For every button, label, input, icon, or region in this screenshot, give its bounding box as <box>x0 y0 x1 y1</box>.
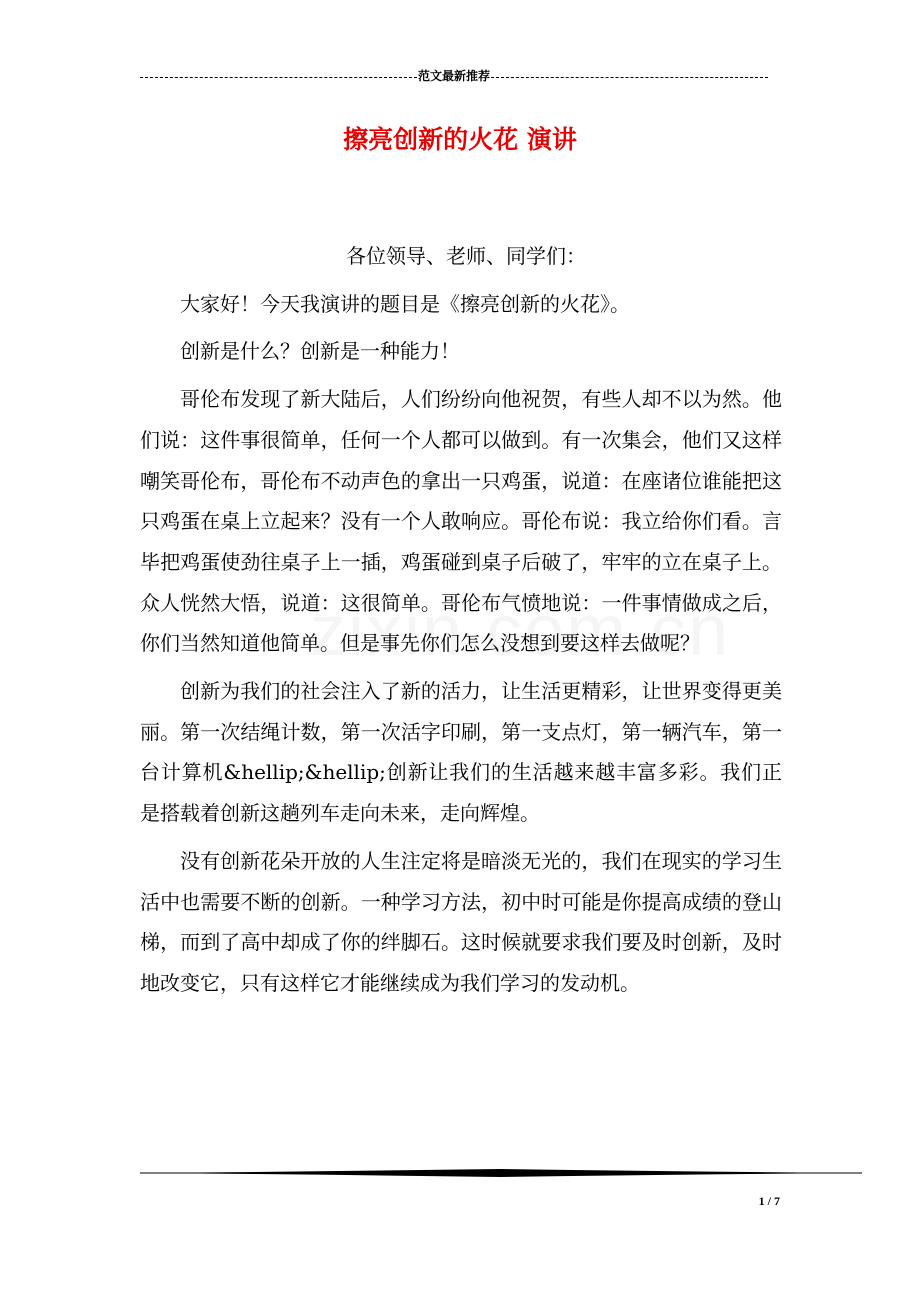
header-label: 范文最新推荐 <box>418 69 491 83</box>
greeting-paragraph: 大家好！今天我演讲的题目是《擦亮创新的火花》。 <box>180 291 630 316</box>
question-paragraph: 创新是什么？创新是一种能力！ <box>180 339 460 364</box>
page-number: 1 / 7 <box>758 1194 780 1208</box>
header-right-dashes <box>491 77 768 78</box>
page-header <box>140 68 768 84</box>
header-left-dashes <box>140 77 417 78</box>
document-title: 擦亮创新的火花 演讲 <box>343 125 577 154</box>
salutation-paragraph: 各位领导、老师、同学们： <box>346 244 586 268</box>
document-body <box>140 236 782 1011</box>
innovation-society-paragraph: 创新为我们的社会注入了新的活力，让生活更精彩，让世界变得更美丽。第一次结绳计数，第一次活字印刷，第一支点灯，第一辆汽车，第一台计算机&hellip;&hellip;创新让我们的生活越来越丰富多彩。我们正是搭载着创新这趟列车走向未来，走向辉煌。 <box>140 679 782 826</box>
footer-rule <box>140 1166 862 1180</box>
columbus-story-paragraph: 哥伦布发现了新大陆后，人们纷纷向他祝贺，有些人却不以为然。他们说：这件事很简单，任何一个人都可以做到。有一次集会，他们又这样嘲笑哥伦布，哥伦布不动声色的拿出一只鸡蛋，说道：在座诸位谁能把这只鸡蛋在桌上立起来？没有一个人敢响应。哥伦布说：我立给你们看。言毕把鸡蛋使劲往桌子上一插，鸡蛋碰到桌子后破了，牢牢的立在桌子上。众人恍然大悟，说道：这很简单。哥伦布气愤地说：一件事情做成之后，你们当然知道他简单。但是事先你们怎么没想到要这样去做呢？ <box>140 387 782 656</box>
innovation-study-paragraph: 没有创新花朵开放的人生注定将是暗淡无光的，我们在现实的学习生活中也需要不断的创新。一种学习方法，初中时可能是你提高成绩的登山梯，而到了高中却成了你的绊脚石。这时候就要求我们要及时创新，及时地改变它，只有这样它才能继续成为我们学习的发动机。 <box>140 848 782 995</box>
